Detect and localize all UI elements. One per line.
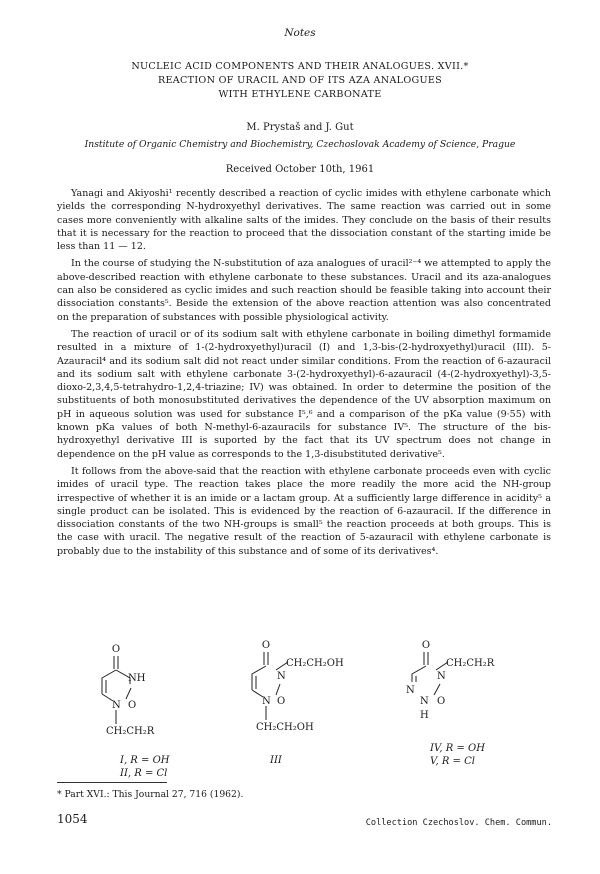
article-title — [60, 60, 540, 102]
atom-h: H — [420, 710, 429, 721]
running-header: Notes — [284, 27, 316, 39]
footnote-rule — [57, 782, 167, 783]
title-line: WITH ETHYLENE CARBONATE — [218, 89, 382, 100]
substituent: CH₂CH₂OH — [286, 658, 344, 669]
atom-n: N — [420, 696, 429, 707]
atom-o: O — [261, 640, 271, 651]
journal-name: Collection Czechoslov. Chem. Commun. — [365, 818, 552, 828]
paragraph: Yanagi and Akiyoshi¹ recently described a reaction of cyclic imides with ethylene carbonate which yields the corresponding N-hydroxyethyl derivatives. The same reaction was carried out in some cases more conveniently with alkaline salts of the imides. They conclude on the basis of their results that it is necessary for the reaction to proceed that the dissociation constant of the starting imide be less than 11 — 12. — [57, 188, 551, 253]
atom-o: O — [421, 640, 431, 651]
substituent: CH₂CH₂R — [106, 726, 155, 737]
paragraph: It follows from the above-said that the reaction with ethylene carbonate proceeds even with cyclic imides of uracil type. The reaction takes place the more readily the more acid the NH-group irrespective of whether it is an imide or a lactam group. At a sufficiently large difference in acidity⁵ a single product can be isolated. This is evidenced by the reaction of 6-azauracil. If the difference in dissociation constants of the two NH-groups is small⁵ the reaction proceeds at both groups. This is the case with uracil. The negative result of the reaction of 5-azauracil with ethylene carbonate is probably due to the instability of this substance and of some of its derivatives⁴. — [57, 465, 551, 557]
caption: I, R = OH — [120, 755, 170, 766]
atom-n: N — [112, 700, 121, 711]
atom-o: O — [111, 644, 121, 655]
atom-n: N — [277, 671, 286, 682]
authors: M. Prystaš and J. Gut — [246, 122, 354, 133]
title-line: NUCLEIC ACID COMPONENTS AND THEIR ANALOGUES. XVII.* — [131, 61, 469, 72]
caption: III — [270, 755, 282, 766]
atom-o: O — [277, 696, 286, 707]
structure-i-ii — [102, 644, 170, 779]
paragraph: The reaction of uracil or of its sodium salt with ethylene carbonate in boiling dimethyl formamide resulted in a mixture of 1-(2-hydroxyethyl)uracil (I) and 1,3-bis-(2-hydroxyethyl)uracil (III). 5-Azauracil⁴ and its sodium salt did not react under similar conditions. From the reaction of 6-azauracil and its sodium salt with ethylene carbonate 3-(2-hydroxyethyl)-6-azauracil (4-(2-hydroxyethyl)-3,5-dioxo-2,3,4,5-tetrahydro-1,2,4-triazine; IV) was obtained. In order to determine the position of the substituents of both monosubstituted derivatives the dependence of the UV absorption maximum on pH in aqueous solution was used for substance I⁵,⁶ and a comparison of the pKa value (9·55) with known pKa values of both N-methyl-6-azauracils for substance IV⁵. The structure of the bis-hydroxyethyl derivative III is suported by the fact that its UV spectrum does not change in dependence on the pH value as corresponds to the 1,3-disubstituted derivative⁵. — [57, 328, 551, 460]
atom-nh: NH — [128, 673, 146, 684]
substituent: CH₂CH₂OH — [256, 722, 314, 733]
caption: V, R = Cl — [430, 756, 475, 767]
page-number: 1054 — [57, 812, 88, 826]
received-date: Received October 10th, 1961 — [225, 164, 375, 175]
caption: IV, R = OH — [430, 743, 485, 754]
chemical-structures — [80, 636, 540, 786]
caption: II, R = Cl — [120, 768, 168, 779]
footnote: * Part XVI.: This Journal 27, 716 (1962). — [57, 789, 244, 800]
structure-iv-v — [406, 640, 495, 767]
atom-n: N — [406, 685, 415, 696]
structure-iii — [252, 640, 344, 766]
institute: Institute of Organic Chemistry and Biochemistry, Czechoslovak Academy of Science, Prague — [84, 139, 516, 150]
article-body — [57, 187, 551, 562]
substituent: CH₂CH₂R — [446, 658, 495, 669]
title-line: REACTION OF URACIL AND OF ITS AZA ANALOGUES — [157, 75, 443, 86]
atom-o: O — [437, 696, 446, 707]
paragraph: In the course of studying the N-substitution of aza analogues of uracil²⁻⁴ we attempted to apply the above-described reaction with ethylene carbonate to these substances. Uracil and its aza-analogues can also be considered as cyclic imides and such reaction should be feasible taking into account their dissociation constants⁵. Beside the extension of the above reaction attention was also concentrated on the preparation of substances with possible physiological activity. — [57, 258, 551, 323]
atom-o: O — [128, 700, 137, 711]
atom-n: N — [437, 671, 446, 682]
atom-n: N — [262, 696, 271, 707]
